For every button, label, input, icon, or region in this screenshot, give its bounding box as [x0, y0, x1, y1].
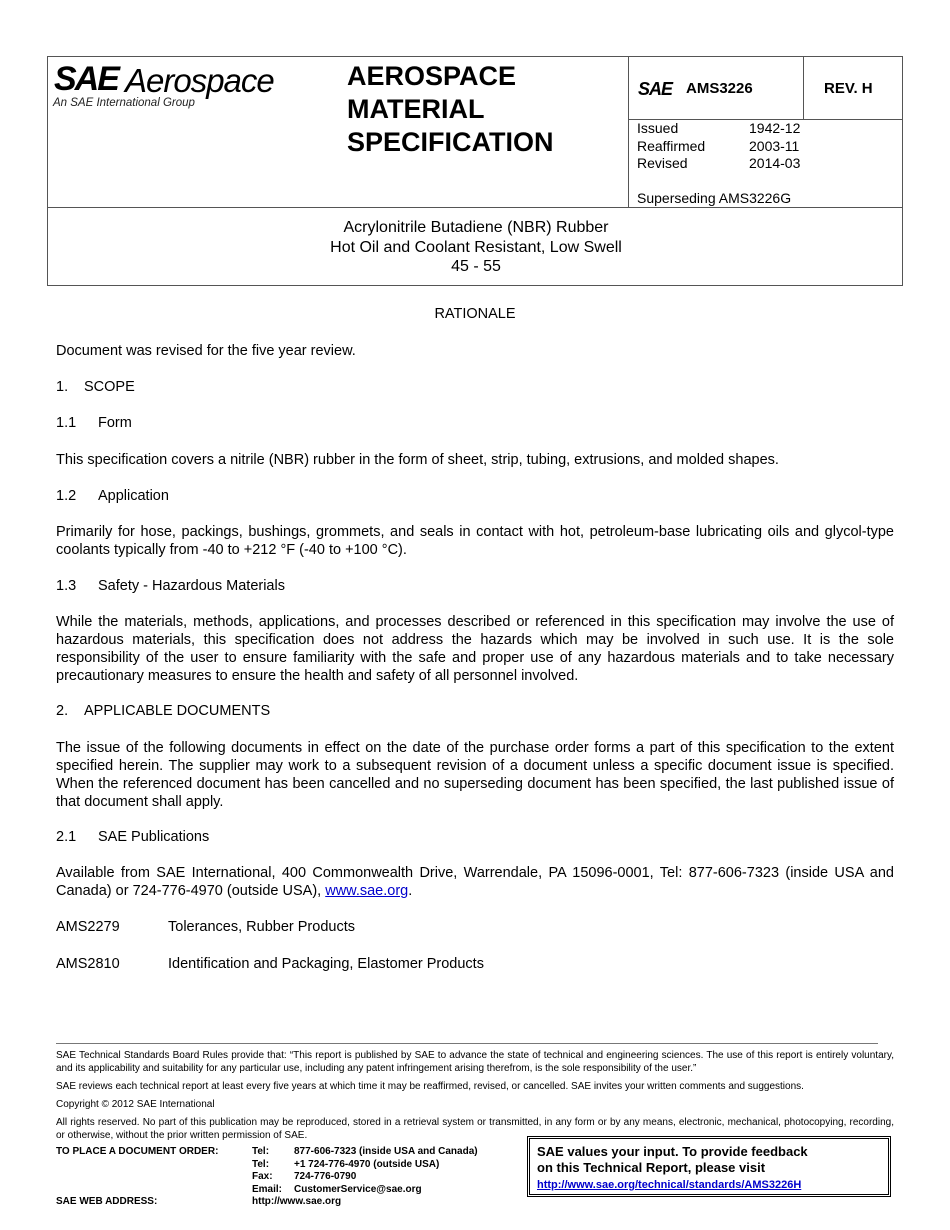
section-number: 1.3 — [56, 578, 77, 594]
reference-item — [56, 918, 894, 936]
section-heading — [56, 487, 894, 505]
footer-copyright: Copyright © 2012 SAE International — [56, 1099, 215, 1110]
section-title: APPLICABLE DOCUMENTS — [84, 703, 271, 719]
sae-mini-logo: SAE — [638, 79, 673, 99]
logo-aerospace-text: Aerospace — [125, 62, 274, 99]
section-number: 1. — [56, 379, 69, 395]
revision-label: REV. H — [824, 80, 873, 97]
issued-label: Issued — [637, 120, 679, 136]
rationale-text: Document was revised for the five year review. — [56, 343, 356, 359]
email-address[interactable]: CustomerService@sae.org — [294, 1183, 422, 1195]
sae-website-link[interactable]: www.sae.org — [325, 883, 409, 899]
logo-sae-text: SAE — [54, 60, 118, 98]
section-heading — [56, 702, 894, 720]
paragraph: While the materials, methods, applications, and processes described or referenced in this specification may involve the use of hazardous materials, this specification does not address the hazards which may be involved in such use. It is the sole responsibility of the user to ensure familiarity with the safe and proper use of any hazardous materials and to take necessary precautionary measures to ensure the health and safety of all personnel involved. — [56, 614, 894, 684]
feedback-text: SAE values your input. To provide feedback — [537, 1144, 808, 1159]
paragraph: The issue of the following documents in effect on the date of the purchase order forms a part of this specification to the extent specified herein. The supplier may work to a subsequent revision of a document unless a specific document issue is specified. When the referenced document has been cancelled and no superseding document has been specified, the last published issue of that document shall apply. — [56, 740, 894, 810]
document-header — [47, 56, 903, 286]
tel-number: +1 724-776-4970 (outside USA) — [294, 1158, 440, 1170]
feedback-box — [527, 1136, 891, 1197]
section-title: Application — [98, 488, 169, 504]
section-number: 1.1 — [56, 415, 77, 431]
issued-date: 1942-12 — [749, 120, 801, 136]
reference-code: AMS2279 — [56, 919, 120, 935]
email-label: Email: — [252, 1183, 283, 1195]
order-label: TO PLACE A DOCUMENT ORDER: — [56, 1146, 219, 1157]
reference-code: AMS2810 — [56, 956, 120, 972]
paragraph: This specification covers a nitrile (NBR) rubber in the form of sheet, strip, tubing, extrusions, and molded shapes. — [56, 452, 779, 468]
reference-item — [56, 955, 894, 973]
reaffirmed-label: Reaffirmed — [637, 137, 706, 154]
paragraph — [56, 864, 894, 900]
web-label: SAE WEB ADDRESS: — [56, 1196, 158, 1208]
footer-rules-text: SAE Technical Standards Board Rules provide that: “This report is published by SAE to advance the state of technical and engineering sciences. The use of this report is entirely voluntary, and its applicability and suitability for any particular use, including any patent infringement arising therefrom, is the sole responsibility of the user.” — [56, 1050, 894, 1074]
section-heading — [56, 828, 894, 846]
tel-number: 877-606-7323 (inside USA and Canada) — [294, 1146, 478, 1157]
specification-title — [347, 60, 554, 159]
fax-number: 724-776-0790 — [294, 1171, 357, 1183]
subject-line: Acrylonitrile Butadiene (NBR) Rubber — [343, 219, 609, 236]
section-heading — [56, 577, 894, 595]
title-line: MATERIAL — [347, 94, 485, 124]
section-number: 1.2 — [56, 488, 77, 504]
reference-title: Identification and Packaging, Elastomer Products — [168, 956, 484, 972]
section-title: Safety - Hazardous Materials — [98, 578, 285, 594]
tel-label: Tel: — [252, 1158, 270, 1170]
tel-label: Tel: — [252, 1146, 270, 1157]
document-subject — [48, 218, 904, 277]
superseding-note: Superseding AMS3226G — [637, 190, 792, 206]
rationale-heading: RATIONALE — [434, 306, 516, 322]
footer-review-text: SAE reviews each technical report at least every five years at which time it may be reaffirmed, revised, or cancelled. SAE invites your written comments and suggestions. — [56, 1081, 804, 1092]
title-line: AEROSPACE — [347, 61, 517, 91]
section-title: SAE Publications — [98, 829, 210, 845]
footer-rule — [56, 1043, 878, 1044]
paragraph-text: Available from SAE International, 400 Commonwealth Drive, Warrendale, PA 15096-0001, Tel: 877-606-7323 (inside USA and Canada) or 724-776-4970 (outside USA), — [56, 865, 894, 899]
section-title: SCOPE — [84, 379, 135, 395]
subject-line: 45 - 55 — [451, 258, 501, 275]
section-number: 2. — [56, 703, 69, 719]
footer-rights-text: All rights reserved. No part of this publication may be reproduced, stored in a retrieval system or transmitted, in any form or by any means, electronic, mechanical, photocopying, recording, or otherwise, without the prior written permission of SAE. — [56, 1117, 894, 1141]
title-line: SPECIFICATION — [347, 127, 554, 157]
feedback-text: on this Technical Report, please visit — [537, 1160, 766, 1175]
divider — [48, 207, 903, 208]
logo-subtitle: An SAE International Group — [53, 97, 195, 109]
feedback-link[interactable]: http://www.sae.org/technical/standards/AMS3226H — [537, 1179, 802, 1191]
section-title: Form — [98, 415, 132, 431]
reaffirmed-date: 2003-11 — [749, 137, 800, 154]
paragraph-end: . — [408, 883, 413, 899]
order-info — [56, 1146, 478, 1209]
fax-label: Fax: — [252, 1171, 273, 1183]
reference-title: Tolerances, Rubber Products — [168, 919, 355, 935]
divider — [803, 57, 804, 119]
section-number: 2.1 — [56, 829, 77, 845]
document-number: AMS3226 — [686, 80, 753, 97]
divider — [628, 57, 629, 207]
paragraph: Primarily for hose, packings, bushings, grommets, and seals in contact with hot, petroleum-base lubricating oils and glycol-type coolants typically from -40 to +212 °F (-40 to +100 °C). — [56, 524, 894, 558]
section-heading — [56, 414, 894, 432]
document-dates — [637, 120, 800, 173]
subject-line: Hot Oil and Coolant Resistant, Low Swell — [330, 238, 622, 256]
revised-date: 2014-03 — [749, 155, 801, 171]
section-heading — [56, 378, 894, 396]
revised-label: Revised — [637, 155, 688, 171]
web-address[interactable]: http://www.sae.org — [252, 1196, 342, 1208]
